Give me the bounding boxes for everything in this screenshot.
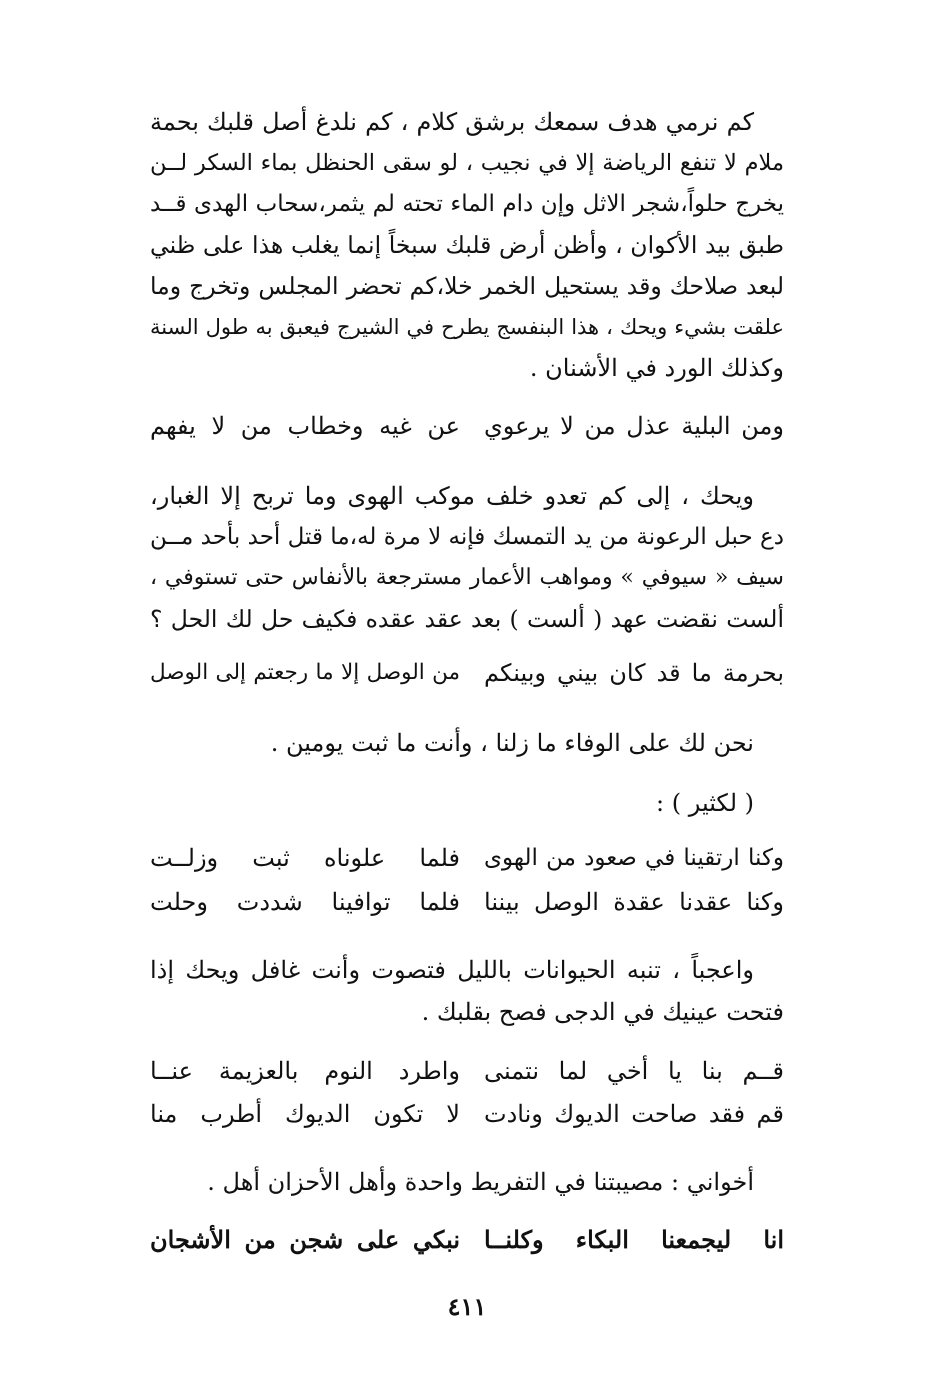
- text-line: ملام لا تنفع الرياضة إلا في نجيب ، لو سقى الحنظل بماء السكر لــن: [150, 150, 784, 176]
- verse-first-hemistich: قم فقد صاحت الديوك ونادت: [484, 1100, 784, 1128]
- page-number: ٤١١: [447, 1292, 487, 1321]
- verse-second-hemistich: نبكي على شجن من الأشجان: [150, 1225, 460, 1254]
- verse-line: [150, 1053, 784, 1089]
- text-line: وكذلك الورد في الأشنان .: [529, 354, 784, 382]
- verse-second-hemistich: فلما علوناه ثبت وزلــت: [150, 844, 460, 872]
- verse-line: [150, 408, 784, 444]
- verse-second-hemistich: واطرد النوم بالعزيمة عنــا: [150, 1057, 460, 1085]
- verse-second-hemistich: من الوصل إلا ما رجعتم إلى الوصل: [150, 660, 460, 685]
- verse-line: [150, 655, 784, 691]
- verse-line: [150, 1096, 784, 1132]
- poet-attribution: ( لكثير ) :: [656, 789, 754, 817]
- text-line: طبق بيد الأكوان ، وأظن أرض قلبك سبخاً إنما يغلب هذا على ظني: [150, 231, 784, 259]
- verse-first-hemistich: بحرمة ما قد كان بيني وبينكم: [484, 659, 784, 687]
- verse-line: [150, 840, 784, 876]
- text-line: دع حبل الرعونة من يد التمسك فإنه لا مرة له،ما قتل أحد بأحد مــن: [150, 524, 784, 550]
- text-line: فتحت عينيك في الدجى فصح بقلبك .: [421, 998, 784, 1026]
- text-line: يخرج حلواً،شجر الاثل وإن دام الماء تحته لم يثمر،سحاب الهدى قــد: [150, 191, 784, 217]
- text-line: ألست نقضت عهد ( ألست ) بعد عقد عقده فكيف حل لك الحل ؟: [150, 605, 784, 633]
- text-line: سيف « سيوفي » ومواهب الأعمار مسترجعة بالأنفاس حتى تستوفي ،: [150, 565, 784, 590]
- text-line: ويحك ، إلى كم تعدو خلف موكب الهوى وما تربح إلا الغبار،: [150, 482, 754, 510]
- verse-line: [150, 884, 784, 920]
- verse-second-hemistich: عن غيه وخطاب من لا يفهم: [150, 412, 460, 440]
- text-line: أخواني : مصيبتنا في التفريط واحدة وأهل الأحزان أهل .: [207, 1168, 754, 1196]
- verse-first-hemistich: انا ليجمعنا البكاء وكلنــا: [484, 1225, 784, 1254]
- text-line: واعجباً ، تنبه الحيوانات بالليل فتصوت وأنت غافل ويحك إذا: [150, 956, 754, 984]
- verse-second-hemistich: فلما توافينا شددت وحلت: [150, 888, 460, 916]
- verse-first-hemistich: وكنا ارتقينا في صعود من الهوى: [484, 845, 784, 871]
- text-line: لبعد صلاحك وقد يستحيل الخمر خلا،كم تحضر المجلس وتخرج وما: [150, 272, 784, 300]
- verse-first-hemistich: قــم بنا يا أخي لما نتمنى: [484, 1057, 784, 1085]
- verse-line: [150, 1222, 784, 1258]
- text-line: كم نرمي هدف سمعك برشق كلام ، كم نلدغ أصل قلبك بحمة: [150, 108, 754, 136]
- verse-first-hemistich: ومن البلية عذل من لا يرعوي: [484, 412, 784, 440]
- text-line: نحن لك على الوفاء ما زلنا ، وأنت ما ثبت يومين .: [270, 729, 754, 757]
- verse-second-hemistich: لا تكون الديوك أطرب منا: [150, 1100, 460, 1128]
- text-line: علقت بشيء ويحك ، هذا البنفسج يطرح في الشيرج فيعبق به طول السنة: [150, 315, 784, 339]
- verse-first-hemistich: وكنا عقدنا عقدة الوصل بيننا: [484, 888, 784, 916]
